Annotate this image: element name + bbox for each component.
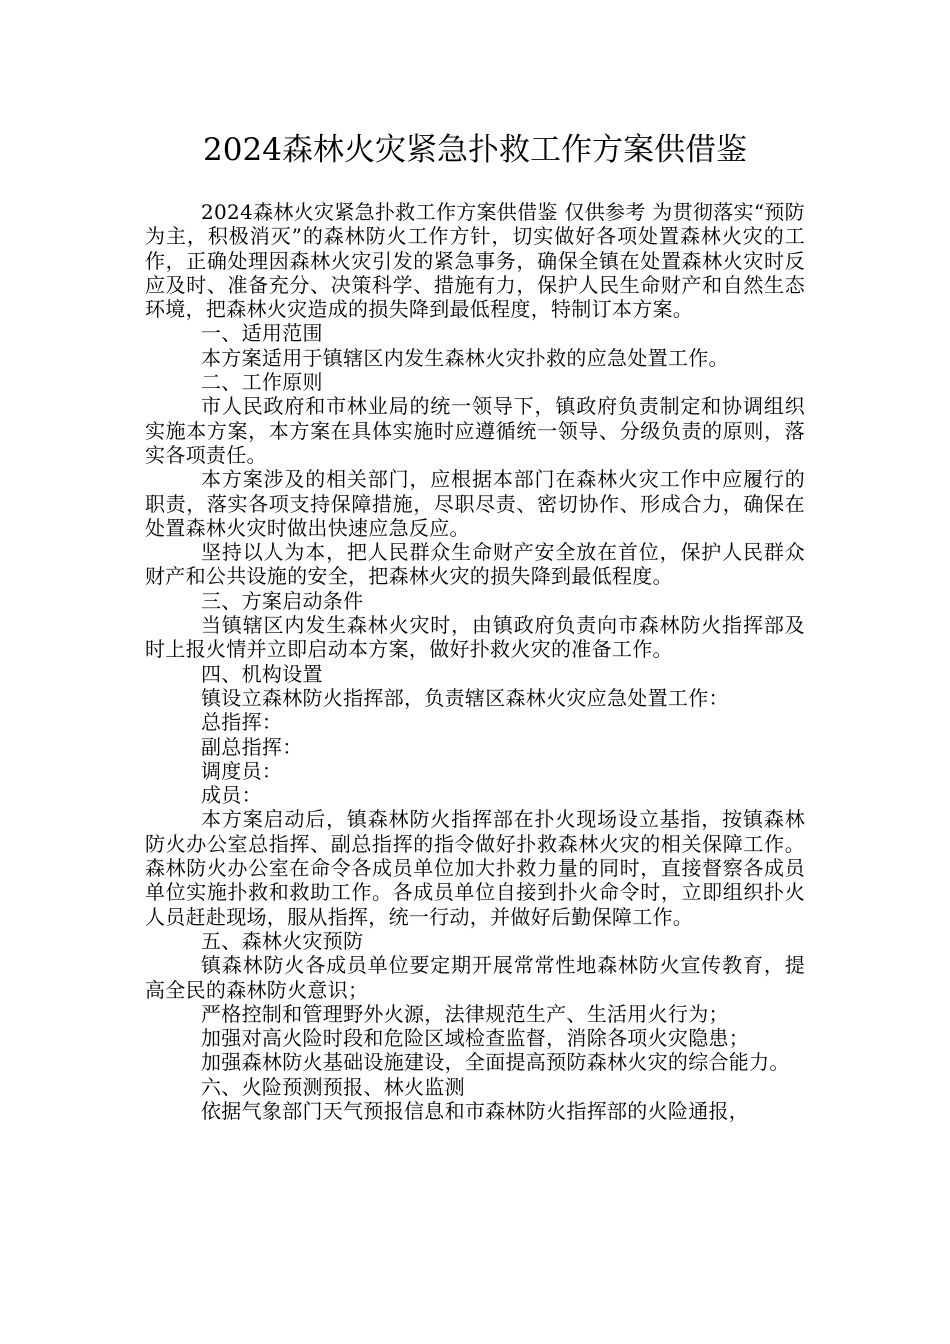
role-members: 成员： [201,783,262,808]
role-dispatcher: 调度员： [201,758,283,783]
document-body [145,200,805,1123]
paragraph: 坚持以人为本，把人民群众生命财产安全放在首位，保护人民群众财产和公共设施的安全，把森林火灾的损失降到最低程度。 [145,540,805,589]
paragraph: 加强森林防火基础设施建设，全面提高预防森林火灾的综合能力。 [201,1050,790,1075]
role-commander: 总指挥： [201,710,283,735]
section-heading-scope: 一、适用范围 [201,321,323,346]
paragraph: 严格控制和管理野外火源，法律规范生产、生活用火行为； [201,1001,729,1026]
paragraph: 本方案适用于镇辖区内发生森林火灾扑救的应急处置工作。 [201,345,729,370]
intro-paragraph: 2024森林火灾紧急扑救工作方案供借鉴 仅供参考 为贯彻落实“预防为主，积极消灭”的森林防火工作方针，切实做好各项处置森林火灾的工作，正确处理因森林火灾引发的紧急事务，确保全镇在处置森林火灾时反应及时、准备充分、决策科学、措施有力，保护人民生命财产和自然生态环境，把森林火灾造成的损失降到最低程度，特制订本方案。 [145,200,805,322]
paragraph: 依据气象部门天气预报信息和市森林防火指挥部的火险通报， [201,1098,750,1123]
paragraph: 市人民政府和市林业局的统一领导下，镇政府负责制定和协调组织实施本方案，本方案在具体实施时应遵循统一领导、分级负责的原则，落实各项责任。 [145,394,805,467]
section-heading-trigger: 三、方案启动条件 [201,588,364,613]
paragraph: 本方案涉及的相关部门，应根据本部门在森林火灾工作中应履行的职责，落实各项支持保障措施，尽职尽责、密切协作、形成合力，确保在处置森林火灾时做出快速应急反应。 [145,467,805,540]
role-deputy-commander: 副总指挥： [201,734,303,759]
section-heading-prevention: 五、森林火灾预防 [201,928,364,953]
paragraph: 镇设立森林防火指挥部，负责辖区森林火灾应急处置工作： [201,685,729,710]
document-title: 2024森林火灾紧急扑救工作方案供借鉴 [203,132,747,168]
paragraph: 加强对高火险时段和危险区域检查监督，消除各项火灾隐患； [201,1026,750,1051]
paragraph: 本方案启动后，镇森林防火指挥部在扑火现场设立基指，按镇森林防火办公室总指挥、副总指挥的指令做好扑救森林火灾的相关保障工作。森林防火办公室在命令各成员单位加大扑救力量的同时，直接督察各成员单位实施扑救和救助工作。各成员单位自接到扑火命令时，立即组织扑火人员赶赴现场，服从指挥，统一行动，并做好后勤保障工作。 [145,807,805,929]
section-heading-principles: 二、工作原则 [201,370,323,395]
paragraph: 当镇辖区内发生森林火灾时，由镇政府负责向市森林防火指挥部及时上报火情并立即启动本方案，做好扑救火灾的准备工作。 [145,613,805,662]
paragraph: 镇森林防火各成员单位要定期开展常常性地森林防火宣传教育，提高全民的森林防火意识； [145,953,805,1002]
section-heading-forecast: 六、火险预测预报、林火监测 [201,1074,465,1099]
section-heading-organization: 四、机构设置 [201,661,323,686]
